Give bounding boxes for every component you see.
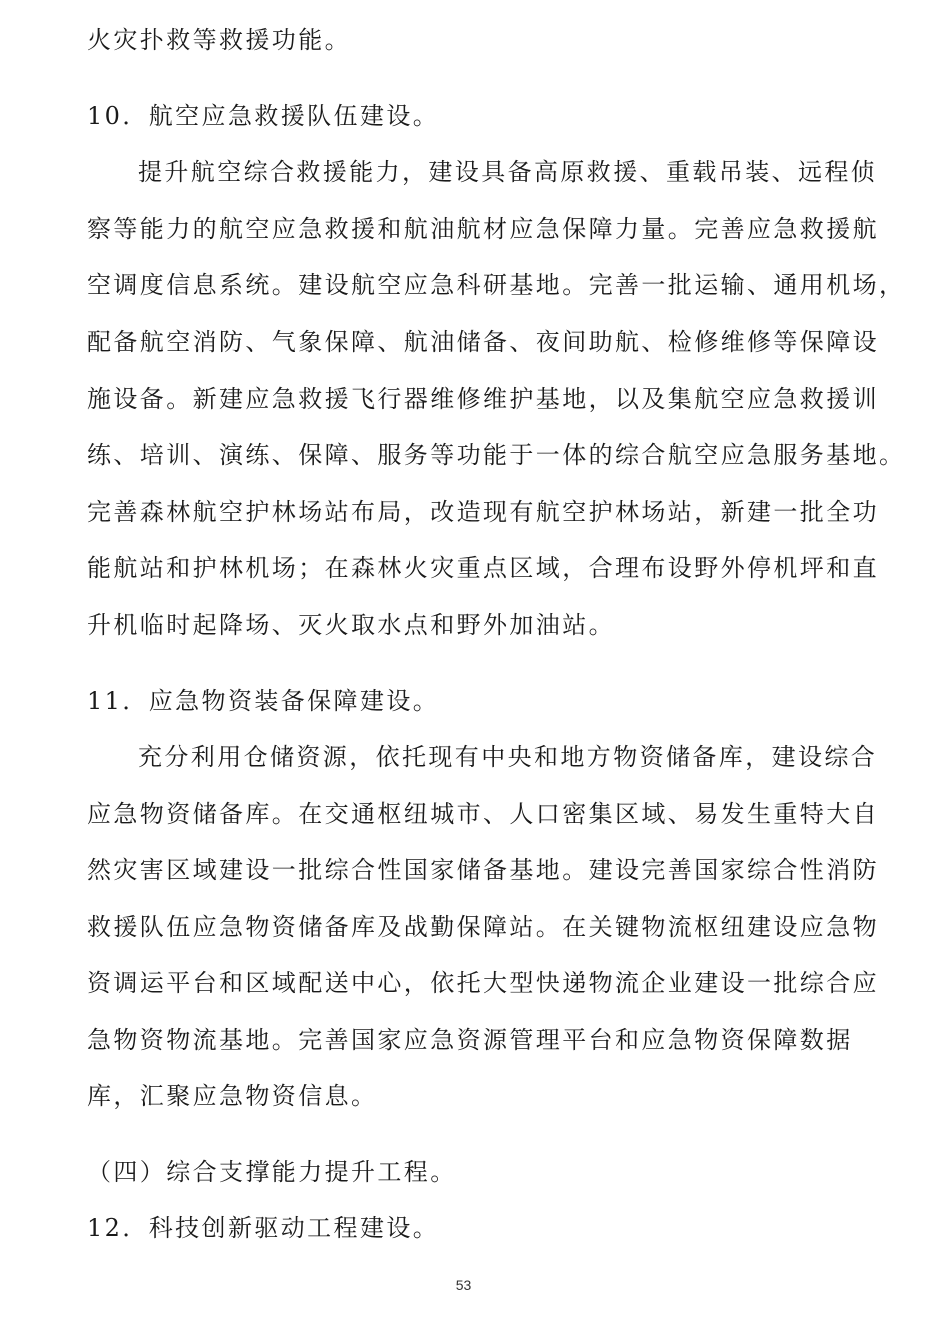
paragraph-line: 施设备。新建应急救援飞行器维修维护基地，以及集航空应急救援训: [87, 385, 879, 413]
paragraph-line: 然灾害区域建设一批综合性国家储备基地。建设完善国家综合性消防: [87, 856, 879, 884]
section-heading-12: 12．科技创新驱动工程建设。: [87, 1214, 440, 1242]
paragraph-line: 库，汇聚应急物资信息。: [87, 1082, 378, 1110]
paragraph-line: 配备航空消防、气象保障、航油储备、夜间助航、检修维修等保障设: [87, 328, 879, 356]
section-heading-10: 10．航空应急救援队伍建设。: [87, 102, 440, 130]
page-number: 53: [455, 1277, 472, 1293]
paragraph-line: 急物资物流基地。完善国家应急资源管理平台和应急物资保障数据: [87, 1026, 853, 1054]
paragraph-line: 练、培训、演练、保障、服务等功能于一体的综合航空应急服务基地。: [87, 441, 906, 469]
paragraph-line: 充分利用仓储资源，依托现有中央和地方物资储备库，建设综合: [138, 743, 878, 771]
paragraph-line: 能航站和护林机场；在森林火灾重点区域，合理布设野外停机坪和直: [87, 554, 879, 582]
paragraph-line: 资调运平台和区域配送中心，依托大型快递物流企业建设一批综合应: [87, 969, 879, 997]
paragraph-line: 察等能力的航空应急救援和航油航材应急保障力量。完善应急救援航: [87, 215, 879, 243]
paragraph-line: 提升航空综合救援能力，建设具备高原救援、重载吊装、远程侦: [138, 158, 878, 186]
section-heading-11: 11．应急物资装备保障建设。: [87, 687, 440, 715]
paragraph-line: 升机临时起降场、灭火取水点和野外加油站。: [87, 611, 615, 639]
paragraph-line: 空调度信息系统。建设航空应急科研基地。完善一批运输、通用机场，: [87, 271, 906, 299]
chapter-heading-4: （四）综合支撑能力提升工程。: [87, 1158, 457, 1186]
paragraph-continuation-line: 火灾扑救等救援功能。: [87, 26, 351, 54]
paragraph-line: 救援队伍应急物资储备库及战勤保障站。在关键物流枢纽建设应急物: [87, 913, 879, 941]
paragraph-line: 完善森林航空护林场站布局，改造现有航空护林场站，新建一批全功: [87, 498, 879, 526]
paragraph-line: 应急物资储备库。在交通枢纽城市、人口密集区域、易发生重特大自: [87, 800, 879, 828]
